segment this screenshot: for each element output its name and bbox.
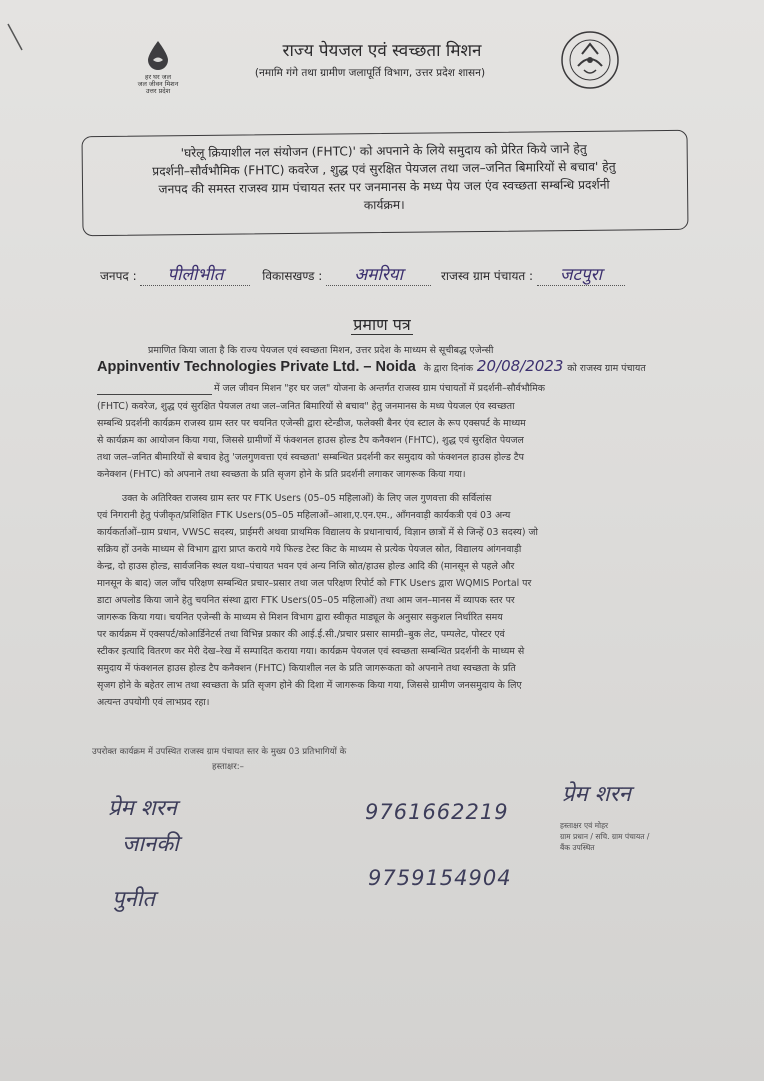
body-line-p2-8: जागरूक किया गया। चयनित एजेन्सी के माध्यम से मिशन विभाग द्वारा स्वीकृत माड्यूल के अनुसार सकुशल निर्धारित समय bbox=[97, 612, 503, 623]
pen-mark bbox=[6, 22, 26, 54]
water-drop-icon bbox=[145, 40, 171, 70]
body-line-p2-12: सृजग होने के बहेतर लाभ तथा स्वच्छता के प्रति सृजग होने की दिशा में जागरूक किया गया, जिससे ग्रामीण जनसमुदाय के लिए bbox=[97, 680, 522, 691]
pradhan-seal-line-1: हस्ताक्षर एवं मोहर bbox=[560, 821, 609, 830]
district-value: पीलीभीत bbox=[140, 262, 250, 286]
participant-phone-1: 9761662219 bbox=[365, 800, 509, 824]
program-line-3: जनपद की समस्त राजस्व ग्राम पंचायत स्तर पर जनमानस के मध्य पेय जल एंव स्वच्छता सम्बन्धि प्रदर्शनी bbox=[158, 177, 610, 197]
signatures-note-1: उपरोक्त कार्यक्रम में उपस्थित राजस्व ग्राम पंचायत स्तर के मुख्य 03 प्रतिभागियों के bbox=[92, 747, 347, 757]
body-line-p1-3: में जल जीवन मिशन "हर घर जल" योजना के अन्तर्गत राजस्व ग्राम पंचायतों में प्रदर्शनी–सौर्वभौमिक bbox=[214, 383, 546, 394]
program-date: 20/08/2023 bbox=[476, 357, 564, 375]
company-line bbox=[97, 357, 737, 378]
program-line-1: 'घरेलू क्रियाशील नल संयोजन (FHTC)' को अपनाने के लिये समुदाय को प्रेरित किये जाने हेतु bbox=[180, 141, 587, 161]
signatures-note-2: हस्ताक्षर:– bbox=[212, 762, 244, 772]
location-fields bbox=[100, 262, 700, 286]
body-line-p1-4: (FHTC) कवरेज, शुद्ध एवं सुरक्षित पेयजल तथा जल–जनित बिमारियों से बचाव" हेतु जनमानस के मध्य पेयजल एंव स्वच्छता bbox=[97, 401, 515, 412]
logo-caption-1: हर घर जल bbox=[145, 73, 171, 81]
body-line-p2-5: केन्द्र, दो हाउस होल्ड, सार्वजनिक स्थल यथा–पंचायत भवन एवं अन्य निजि स्रोत/हाउस होल्ड आदि की (मानसून से पहले और bbox=[97, 561, 515, 572]
certificate-title-text: प्रमाण पत्र bbox=[353, 315, 411, 334]
participant-signature-3: पुनीत bbox=[112, 887, 155, 912]
body-line-p2-6: मानसून के बाद) जल जाँच परिक्षण सम्बन्धित प्रचार–प्रसार तथा जल परिक्षण रिपोर्ट को FTK Users द्वारा WQMIS Portal पर bbox=[97, 578, 532, 589]
body-line-p2-9: पर कार्यक्रम में एक्सपर्ट/कोआर्डिनेटर्स तथा विभिन्न प्रकार की आई.ई.सी./प्रचार प्रसार सामग्री–बुक लेट, पम्पलेट, पोस्टर एवं bbox=[97, 629, 505, 640]
participant-signature-2: जानकी bbox=[122, 832, 179, 857]
program-box-text bbox=[92, 139, 677, 217]
panchayat-label: राजस्व ग्राम पंचायत : bbox=[440, 269, 534, 283]
date-suffix: को राजस्व ग्राम पंचायत bbox=[567, 363, 646, 374]
body-line-p2-4: सक्रिय हों उनके माध्यम से विभाग द्वारा प्राप्त कराये गये फिल्ड टेस्ट किट के माध्यम से प्रत्येक पेयजल स्रोत, विद्यालय आंगनवाड़ी bbox=[97, 544, 522, 555]
body-line-p2-3: कार्यकर्ताओं–ग्राम प्रधान, VWSC सदस्य, प्राईमरी अथवा प्राथमिक विद्यालय के प्रधानाचार्य, विज्ञान छात्रों में से जिन्हें 03 सदस्य) जो bbox=[97, 527, 538, 538]
body-line-p1-1: प्रमाणित किया जाता है कि राज्य पेयजल एवं स्वच्छता मिशन, उत्तर प्रदेश के माध्यम से सूचीबद्ध एजेन्सी bbox=[148, 345, 494, 356]
header-subtitle: (नमामि गंगे तथा ग्रामीण जलापूर्ति विभाग, उत्तर प्रदेश शासन) bbox=[254, 67, 486, 79]
program-line-2: प्रदर्शनी–सौर्वभौमिक (FHTC) कवरेज , शुद्ध एवं सुरक्षित पेयजल तथा जल–जनित बिमारियों से बचाव' हेतु bbox=[152, 159, 616, 179]
block-label: विकासखण्ड : bbox=[262, 269, 323, 283]
pradhan-seal-line-2: ग्राम प्रधान / सचि. ग्राम पंचायत / bbox=[560, 832, 650, 841]
pradhan-seal-line-3: बैंक उपस्थित bbox=[560, 843, 595, 852]
program-line-4: कार्यक्रम। bbox=[363, 197, 405, 213]
state-emblem-seal-icon bbox=[560, 30, 620, 90]
body-line-p2-2: एवं निगरानी हेतु पंजीकृत/प्रशिक्षित FTK Users(05–05 महिलाओं–आशा,ए.एन.एम., आँगनवाड़ी कार्यकत्री एवं 03 अन्य bbox=[97, 510, 511, 521]
block-value: अमरिया bbox=[326, 262, 431, 286]
pradhan-signature: प्रेम शरन bbox=[562, 782, 631, 807]
jal-jeevan-mission-logo bbox=[118, 40, 198, 110]
logo-caption-3: उत्तर प्रदेश bbox=[145, 87, 171, 95]
body-line-p1-5: सम्बन्धि प्रदर्शनी कार्यक्रम राजस्व ग्राम स्तर पर चयनित एजेन्सी द्वारा स्टेन्डीज, फलेक्सी बैनर एंव स्टाल के रूप एक्सपर्ट के माध्यम bbox=[97, 418, 526, 429]
body-line-p2-1: उक्त के अतिरिक्त राजस्व ग्राम स्तर पर FTK Users (05–05 महिलाओं) के लिए जल गुणवत्ता की सर्विलांस bbox=[122, 493, 492, 504]
logo-caption-2: जल जीवन मिशन bbox=[137, 80, 179, 88]
body-line-p1-7: तथा जल–जनित बीमारियों से बचाव हेतु 'जलगुणवत्ता एवं स्वच्छता' सम्बन्धित प्रदर्शनी कर समुदाय को फंक्शनल हाउस होल्ड टैप bbox=[97, 452, 524, 463]
body-line-p2-10: स्टीकर इत्यादि वितरण कर मेरी देख–रेख में सम्पादित कराया गया। कार्यक्रम पेयजल एवं स्वच्छता सम्बन्धित प्रदर्शनी के माध्यम से bbox=[97, 646, 525, 657]
panchayat-value: जटपुरा bbox=[537, 262, 625, 286]
body-line-p2-11: समुदाय में फंक्शनल हाउस होल्ड टैप कनैक्शन (FHTC) कियाशील नल के प्रति जागरूकता को अपनाने तथा स्वच्छता के प्रति bbox=[97, 663, 516, 674]
certificate-title bbox=[0, 313, 764, 335]
date-prefix: के द्वारा दिनांक bbox=[423, 363, 474, 374]
pradhan-seal-text bbox=[560, 820, 700, 853]
body-line-p1-6: से कार्यक्रम का आयोजन किया गया, जिससे ग्रामीणों में फंक्शनल हाउस होल्ड टैप कनैक्शन (FHTC), शुद्ध एवं सुरक्षित पेयजल bbox=[97, 435, 524, 446]
district-label: जनपद : bbox=[100, 269, 137, 283]
blank-line bbox=[97, 394, 212, 395]
body-line-p2-7: डाटा अपलोड किया जाने हेतु चयनित संस्था द्वारा FTK Users(05–05 महिलाओं) तथा आम जन–मानस में व्यापक स्तर पर bbox=[97, 595, 515, 606]
participant-phone-2: 9759154904 bbox=[368, 866, 512, 890]
participant-signature-1: प्रेम शरन bbox=[108, 796, 177, 821]
company-name: Appinventiv Technologies Private Ltd. – Noida bbox=[97, 359, 416, 375]
header-title: राज्य पेयजल एवं स्वच्छता मिशन bbox=[282, 41, 482, 61]
body-line-p2-13: अत्यन्त उपयोगी एवं लाभप्रद रहा। bbox=[97, 697, 210, 708]
body-line-p1-8: कनेक्शन (FHTC) को अपनाने तथा स्वच्छता के प्रति सृजग होने के प्रति प्रदर्शनी लगाकर जागरूक किया गया। bbox=[97, 469, 466, 480]
